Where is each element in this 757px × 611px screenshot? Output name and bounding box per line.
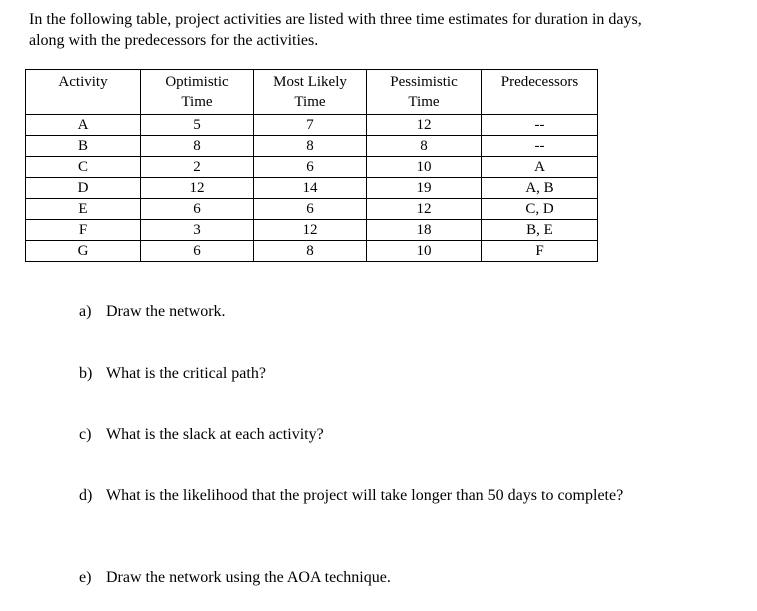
question-label: a) xyxy=(79,303,92,320)
cell-activity: A xyxy=(26,115,141,136)
cell-predecessors: F xyxy=(482,241,598,262)
cell-predecessors: A xyxy=(482,157,598,178)
cell-most-likely: 14 xyxy=(254,178,367,199)
cell-activity: E xyxy=(26,199,141,220)
question-c xyxy=(79,425,324,445)
table-row xyxy=(26,115,598,136)
header-optimistic-time: Optimistic Time xyxy=(141,70,254,115)
cell-predecessors: A, B xyxy=(482,178,598,199)
table-row xyxy=(26,157,598,178)
cell-optimistic: 5 xyxy=(141,115,254,136)
header-most-likely-time: Most Likely Time xyxy=(254,70,367,115)
question-e xyxy=(79,568,391,588)
cell-activity: D xyxy=(26,178,141,199)
question-text: What is the slack at each activity? xyxy=(106,426,324,443)
table-row xyxy=(26,220,598,241)
question-a xyxy=(79,302,226,322)
cell-activity: B xyxy=(26,136,141,157)
cell-optimistic: 2 xyxy=(141,157,254,178)
question-d xyxy=(79,486,623,506)
question-label: c) xyxy=(79,426,92,443)
question-label: d) xyxy=(79,487,93,504)
table-row xyxy=(26,136,598,157)
table-row xyxy=(26,241,598,262)
cell-activity: G xyxy=(26,241,141,262)
cell-predecessors: -- xyxy=(482,136,598,157)
question-label: b) xyxy=(79,365,93,382)
question-text: What is the critical path? xyxy=(106,365,266,382)
activity-table xyxy=(25,69,598,262)
cell-pessimistic: 19 xyxy=(367,178,482,199)
cell-most-likely: 12 xyxy=(254,220,367,241)
header-activity: Activity xyxy=(26,70,141,115)
cell-most-likely: 6 xyxy=(254,157,367,178)
cell-predecessors: -- xyxy=(482,115,598,136)
question-label: e) xyxy=(79,569,92,586)
cell-predecessors: B, E xyxy=(482,220,598,241)
cell-activity: C xyxy=(26,157,141,178)
cell-optimistic: 12 xyxy=(141,178,254,199)
cell-pessimistic: 12 xyxy=(367,115,482,136)
intro-line-2: along with the predecessors for the activities. xyxy=(29,32,319,49)
cell-pessimistic: 8 xyxy=(367,136,482,157)
cell-optimistic: 6 xyxy=(141,199,254,220)
cell-pessimistic: 10 xyxy=(367,157,482,178)
question-text: Draw the network. xyxy=(106,303,226,320)
cell-activity: F xyxy=(26,220,141,241)
header-pessimistic-time: Pessimistic Time xyxy=(367,70,482,115)
cell-optimistic: 3 xyxy=(141,220,254,241)
cell-pessimistic: 12 xyxy=(367,199,482,220)
table-row xyxy=(26,178,598,199)
intro-paragraph xyxy=(29,9,744,51)
question-b xyxy=(79,364,266,384)
cell-predecessors: C, D xyxy=(482,199,598,220)
cell-pessimistic: 10 xyxy=(367,241,482,262)
cell-optimistic: 6 xyxy=(141,241,254,262)
intro-line-1: In the following table, project activities are listed with three time estimates for duration in days, xyxy=(29,11,642,28)
question-text: What is the likelihood that the project will take longer than 50 days to complete? xyxy=(106,487,624,504)
cell-pessimistic: 18 xyxy=(367,220,482,241)
cell-most-likely: 6 xyxy=(254,199,367,220)
table-row xyxy=(26,199,598,220)
cell-most-likely: 7 xyxy=(254,115,367,136)
cell-most-likely: 8 xyxy=(254,136,367,157)
header-predecessors: Predecessors xyxy=(482,70,598,115)
cell-most-likely: 8 xyxy=(254,241,367,262)
table-header-row xyxy=(26,70,598,115)
question-text: Draw the network using the AOA technique. xyxy=(106,569,391,586)
cell-optimistic: 8 xyxy=(141,136,254,157)
